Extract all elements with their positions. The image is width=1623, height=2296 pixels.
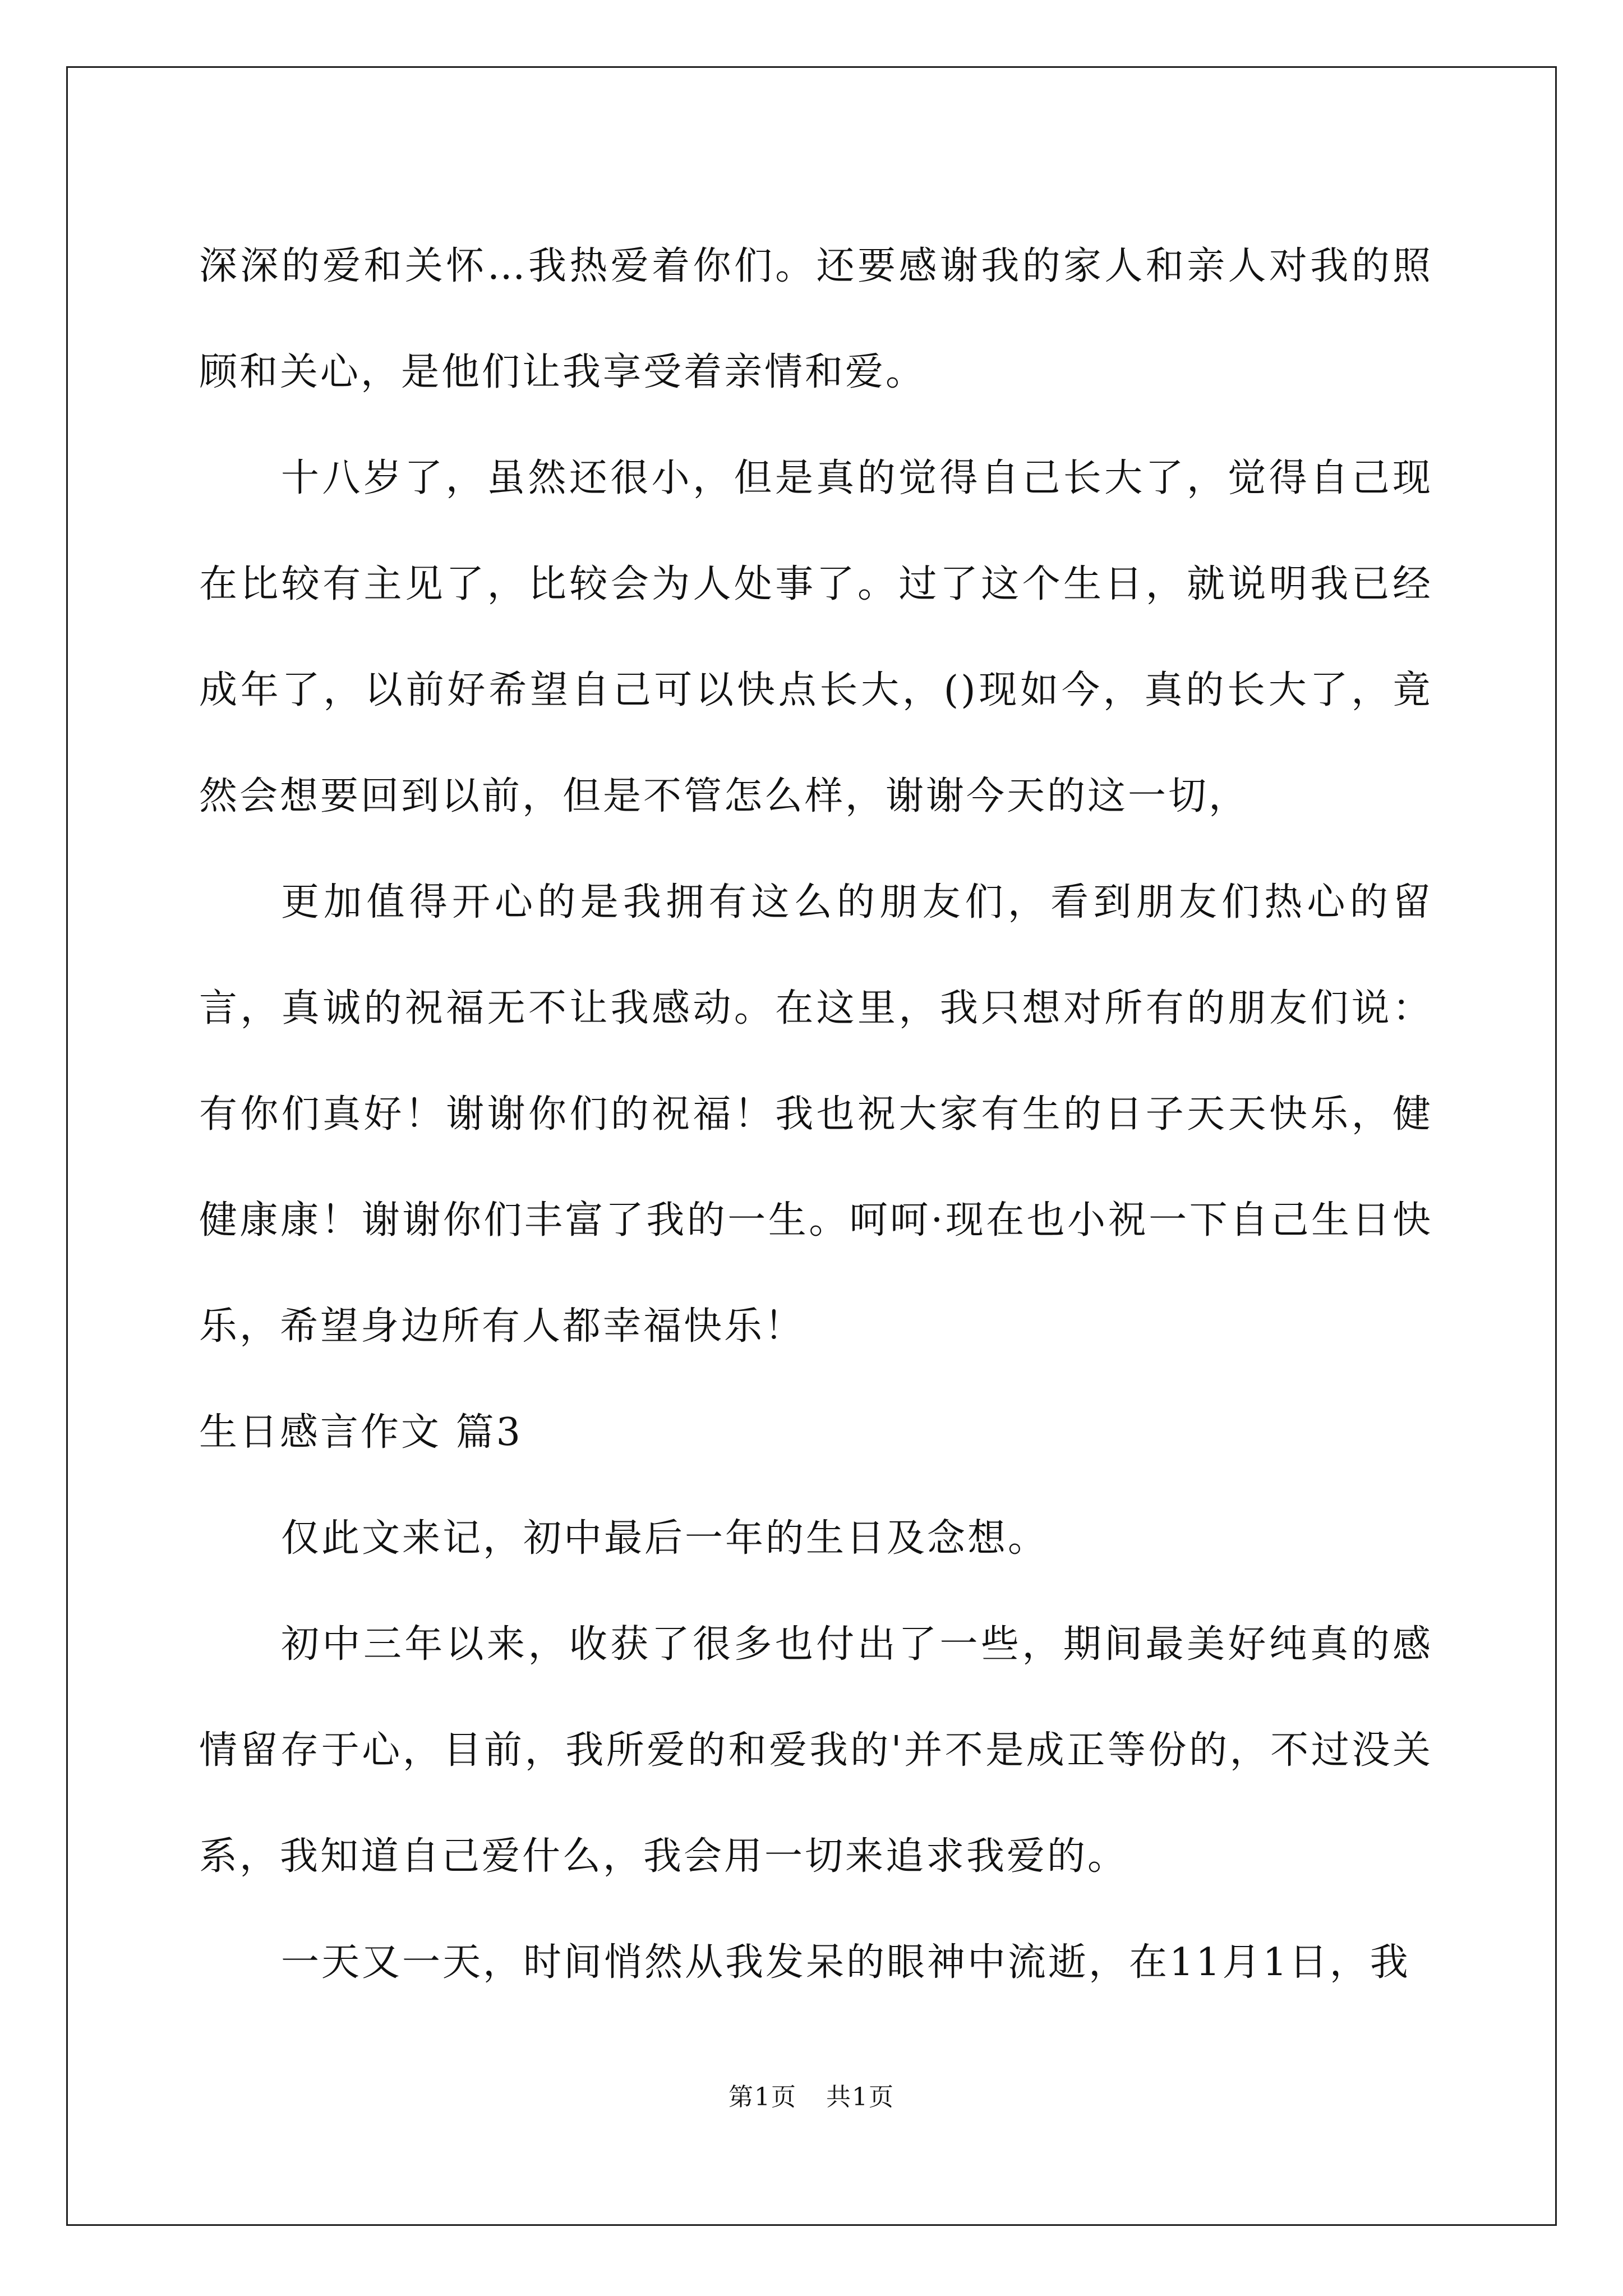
page-footer (0, 2077, 1623, 2113)
paragraph: 仅此文来记，初中最后一年的生日及念想。 (281, 1516, 1049, 1561)
paragraph: 更加值得开心的是我拥有这么的朋友们，看到朋友们热心的留言，真诚的祝福无不让我感动。在这里，我只想对所有的朋友们说：有你们真好！谢谢你们的祝福！我也祝大家有生的日子天天快乐，健健康康！谢谢你们丰富了我的一生。呵呵·现在也小祝一下自己生日快乐，希望身边所有人都幸福快乐！ (199, 880, 1433, 1349)
page-total: 共1页 (826, 2083, 895, 2111)
page-number: 第1页 (728, 2083, 797, 2111)
paragraph: 一天又一天，时间悄然从我发呆的眼神中流逝，在11月1日，我 (281, 1940, 1410, 1985)
paragraph: 十八岁了，虽然还很小，但是真的觉得自己长大了，觉得自己现在比较有主见了，比较会为人处事了。过了这个生日，就说明我已经成年了，以前好希望自己可以快点长大，()现如今，真的长大了，竟然会想要回到以前，但是不管怎么样，谢谢今天的这一切， (199, 456, 1433, 818)
document-body (199, 213, 1433, 2016)
paragraph: 深深的爱和关怀…我热爱着你们。还要感谢我的家人和亲人对我的照顾和关心，是他们让我享受着亲情和爱。 (199, 244, 1433, 394)
paragraph: 初中三年以来，收获了很多也付出了一些，期间最美好纯真的感情留存于心，目前，我所爱的和爱我的'并不是成正等份的，不过没关系，我知道自己爱什么，我会用一切来追求我爱的。 (199, 1622, 1433, 1879)
section-heading: 生日感言作文 篇3 (199, 1410, 523, 1455)
